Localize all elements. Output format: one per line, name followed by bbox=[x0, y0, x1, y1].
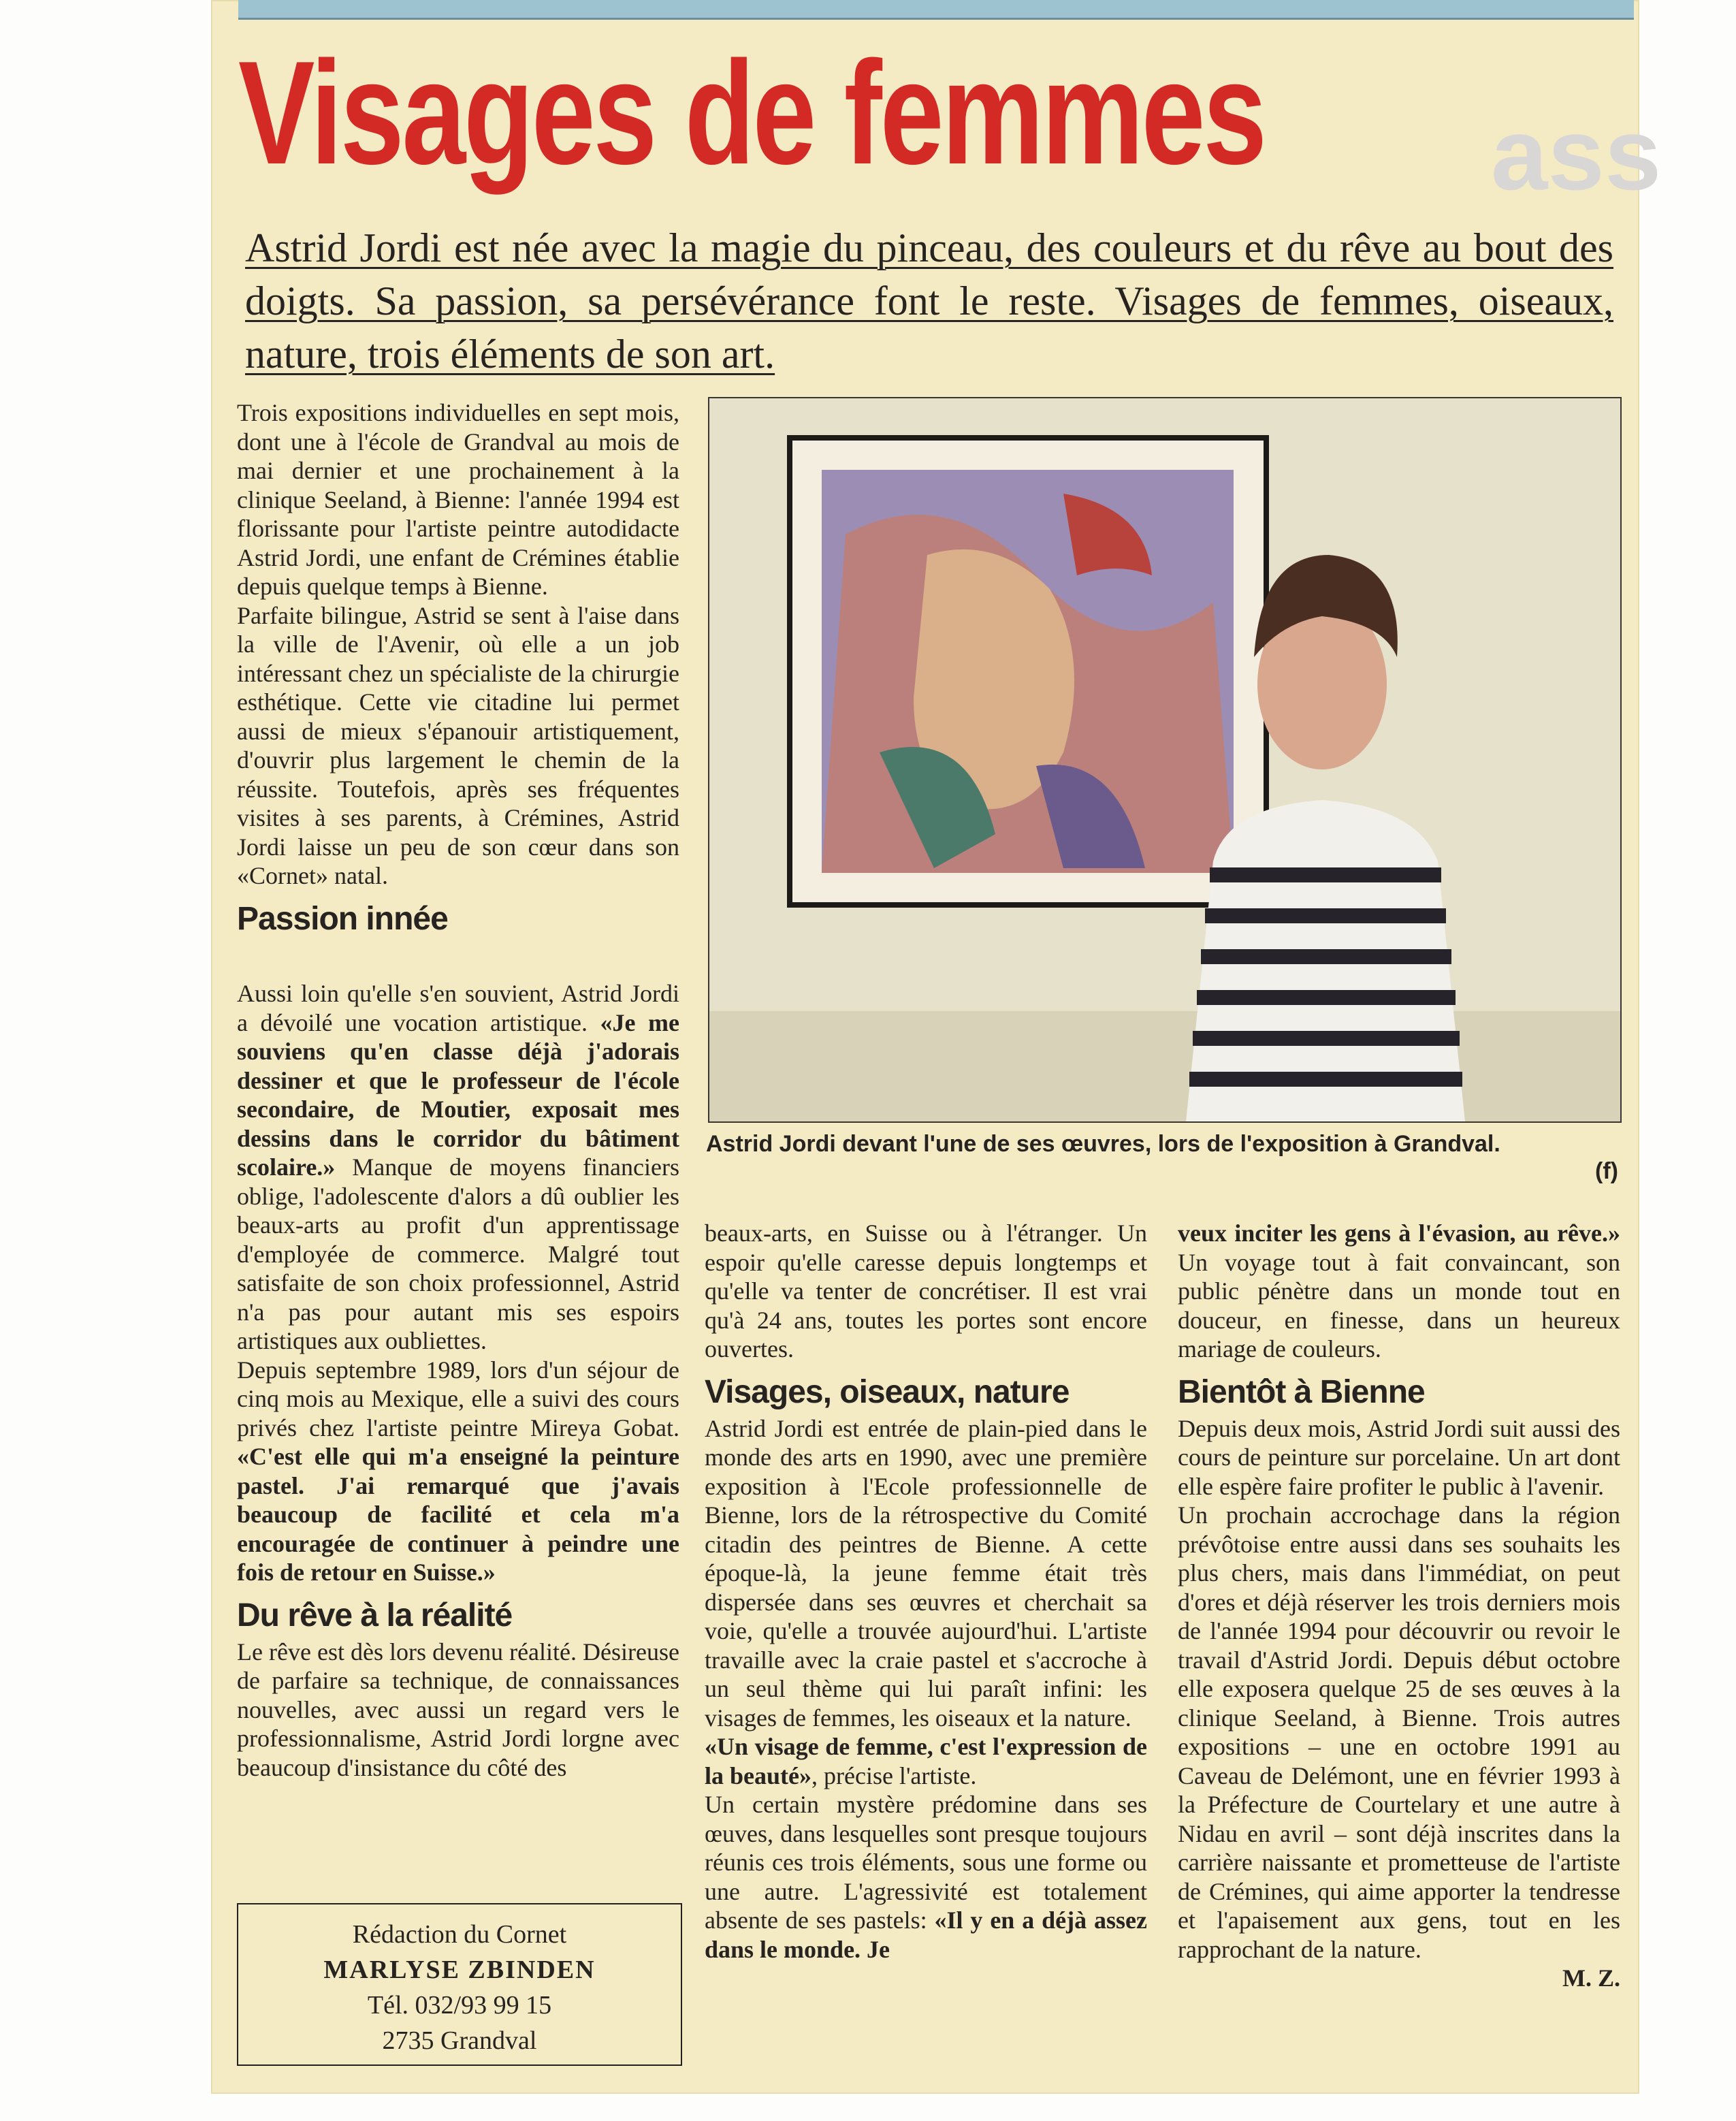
redaction-address: 2735 Grandval bbox=[382, 2026, 537, 2055]
bleed-through-text: ass bbox=[1491, 97, 1662, 211]
quote-bold: «Je me souviens qu'en classe déjà j'adorais dessiner et que le professeur de l'école secondaire, de Moutier, exposait mes dessins dans le corridor du bâtiment scolaire.» bbox=[237, 1008, 679, 1181]
text-run: , précise l'artiste. bbox=[811, 1761, 977, 1789]
subheading-visages-oiseaux-nature: Visages, oiseaux, nature bbox=[705, 1373, 1070, 1410]
quote-bold: veux inciter les gens à l'évasion, au rêve.» bbox=[1178, 1219, 1620, 1247]
photo-caption bbox=[706, 1130, 1618, 1185]
column-1-upper bbox=[237, 398, 679, 941]
paragraph bbox=[237, 979, 679, 1356]
text-run: Un certain mystère prédomine dans ses œuves, dans lesquelles sont presque toujours réunis ces trois éléments, sous une forme ou une autre. L'agressivité est totalement absente de ses pastels: bbox=[705, 1791, 1147, 1934]
text-run: Aussi loin qu'elle s'en souvient, Astrid Jordi a dévoilé une vocation artistique. bbox=[237, 980, 679, 1036]
quote-bold: «Il y en a déjà assez dans le monde. Je bbox=[705, 1907, 1147, 1963]
lede: Astrid Jordi est née avec la magie du pinceau, des couleurs et du rêve au bout des doigts. Sa passion, sa persévérance font le reste. Visages de femmes, oiseaux, nature, trois éléments de son art. bbox=[245, 225, 1613, 377]
paragraph bbox=[705, 1732, 1147, 1790]
redaction-name: MARLYSE ZBINDEN bbox=[323, 1956, 596, 1984]
subheading-bientot-a-bienne: Bientôt à Bienne bbox=[1178, 1373, 1425, 1410]
subheading-passion-innee: Passion innée bbox=[237, 900, 448, 937]
redaction-box bbox=[237, 1903, 682, 2066]
paragraph: Un prochain accrochage dans la région prévôtoise entre aussi dans ses souhaits les plus chers, mais dans l'immédiat, on peut d'ores et déjà réserver les trois derniers mois de l'année 1994 pour découvrir ou revoir le travail d'Astrid Jordi. Depuis début octobre elle exposera quelque 25 de ses œuves à la clinique Seeland, à Bienne. Trois autres expositions – une en octobre 1991 au Caveau de Delémont, une en février 1993 à la Préfecture de Courtelary et une autre à Nidau en avril – sont déjà inscrites dans la carrière naissante et prometteuse de l'artiste de Crémines, qui aime apporter la tendresse et l'apaisement aux gens, tout en les rapprochant de la nature. bbox=[1178, 1501, 1620, 1963]
redaction-title: Rédaction du Cornet bbox=[352, 1920, 567, 1949]
column-3 bbox=[1178, 1219, 1620, 1993]
author-signature: M. Z. bbox=[1562, 1964, 1620, 1992]
column-1-lower bbox=[237, 979, 679, 1782]
paragraph bbox=[1178, 1219, 1620, 1364]
quote-bold: «Un visage de femme, c'est l'expression de la beauté» bbox=[705, 1733, 1147, 1789]
text-run: Un voyage tout à fait convaincant, son public pénètre dans un monde tout en douceur, en finesse, dans un heureux mariage de couleurs. bbox=[1178, 1248, 1620, 1362]
caption-text: Astrid Jordi devant l'une de ses œuvres, lors de l'exposition à Grandval. bbox=[706, 1131, 1500, 1157]
paragraph: Le rêve est dès lors devenu réalité. Désireuse de parfaire sa technique, de connaissances nouvelles, avec aussi un regard vers le professionnalisme, Astrid Jordi lorgne avec beaucoup d'insistance du côté des bbox=[237, 1638, 679, 1781]
paragraph bbox=[705, 1790, 1147, 1964]
paragraph: Astrid Jordi est entrée de plain-pied dans le monde des arts en 1990, avec une première exposition à l'Ecole professionnelle de Bienne, lors de la rétrospective du Comité citadin des peintres de Bienne. A cette époque-là, la jeune femme était très dispersée dans ses œuvres et cherchait sa voie, qu'elle a trouvée aujourd'hui. L'artiste travaille avec la craie pastel et s'accroche à un seul thème qui lui paraît infini: les visages de femmes, les oiseaux et la nature. bbox=[705, 1414, 1147, 1732]
newspaper-clipping bbox=[211, 0, 1662, 2094]
photo bbox=[708, 397, 1622, 1123]
quote-bold: «C'est elle qui m'a enseigné la peinture pastel. J'ai remarqué que j'avais beaucoup de facilité et cela m'a encouragée de continuer à peindre une fois de retour en Suisse.» bbox=[237, 1443, 679, 1586]
paragraph bbox=[237, 1356, 679, 1587]
photo-illustration bbox=[709, 398, 1620, 1121]
subheading-du-reve: Du rêve à la réalité bbox=[237, 1597, 513, 1633]
photo-credit: (f) bbox=[1595, 1158, 1618, 1184]
text-run: Manque de moyens financiers oblige, l'adolescente d'alors a dû oublier les beaux-arts au profit d'un apprentissage d'employée de commerce. Malgré tout satisfaite de son choix professionnel, Astrid n'a pas pour autant mis ses espoirs artistiques aux oubliettes. bbox=[237, 1153, 679, 1354]
redaction-phone: Tél. 032/93 99 15 bbox=[367, 1991, 552, 2020]
text-run: Depuis septembre 1989, lors d'un séjour de cinq mois au Mexique, elle a suivi des cours privés chez l'artiste peintre Mireya Gobat. bbox=[237, 1356, 679, 1441]
column-2 bbox=[705, 1219, 1147, 1964]
paragraph: Depuis deux mois, Astrid Jordi suit aussi des cours de peinture sur porcelaine. Un art dont elle espère faire profiter le public à l'avenir. bbox=[1178, 1414, 1620, 1500]
headline: Visages de femmes bbox=[238, 30, 1265, 195]
top-color-band bbox=[238, 0, 1634, 20]
paragraph: beaux-arts, en Suisse ou à l'étranger. Un espoir qu'elle caresse depuis longtemps et qu'elle va tenter de concrétiser. Il est vrai qu'à 24 ans, toutes les portes sont encore ouvertes. bbox=[705, 1219, 1147, 1362]
paragraph: Parfaite bilingue, Astrid se sent à l'aise dans la ville de l'Avenir, où elle a un job intéressant chez un spécialiste de la chirurgie esthétique. Cette vie citadine lui permet aussi de mieux s'épanouir artistiquement, d'ouvrir plus largement le chemin de la réussite. Toutefois, après ses fréquentes visites à ses parents, à Crémines, Astrid Jordi laisse un peu de son cœur dans son «Cornet» natal. bbox=[237, 601, 679, 889]
paragraph: Trois expositions individuelles en sept mois, dont une à l'école de Grandval au mois de mai dernier et une prochainement à la clinique Seeland, à Bienne: l'année 1994 est florissante pour l'artiste peintre autodidacte Astrid Jordi, une enfant de Crémines établie depuis quelque temps à Bienne. bbox=[237, 399, 679, 600]
